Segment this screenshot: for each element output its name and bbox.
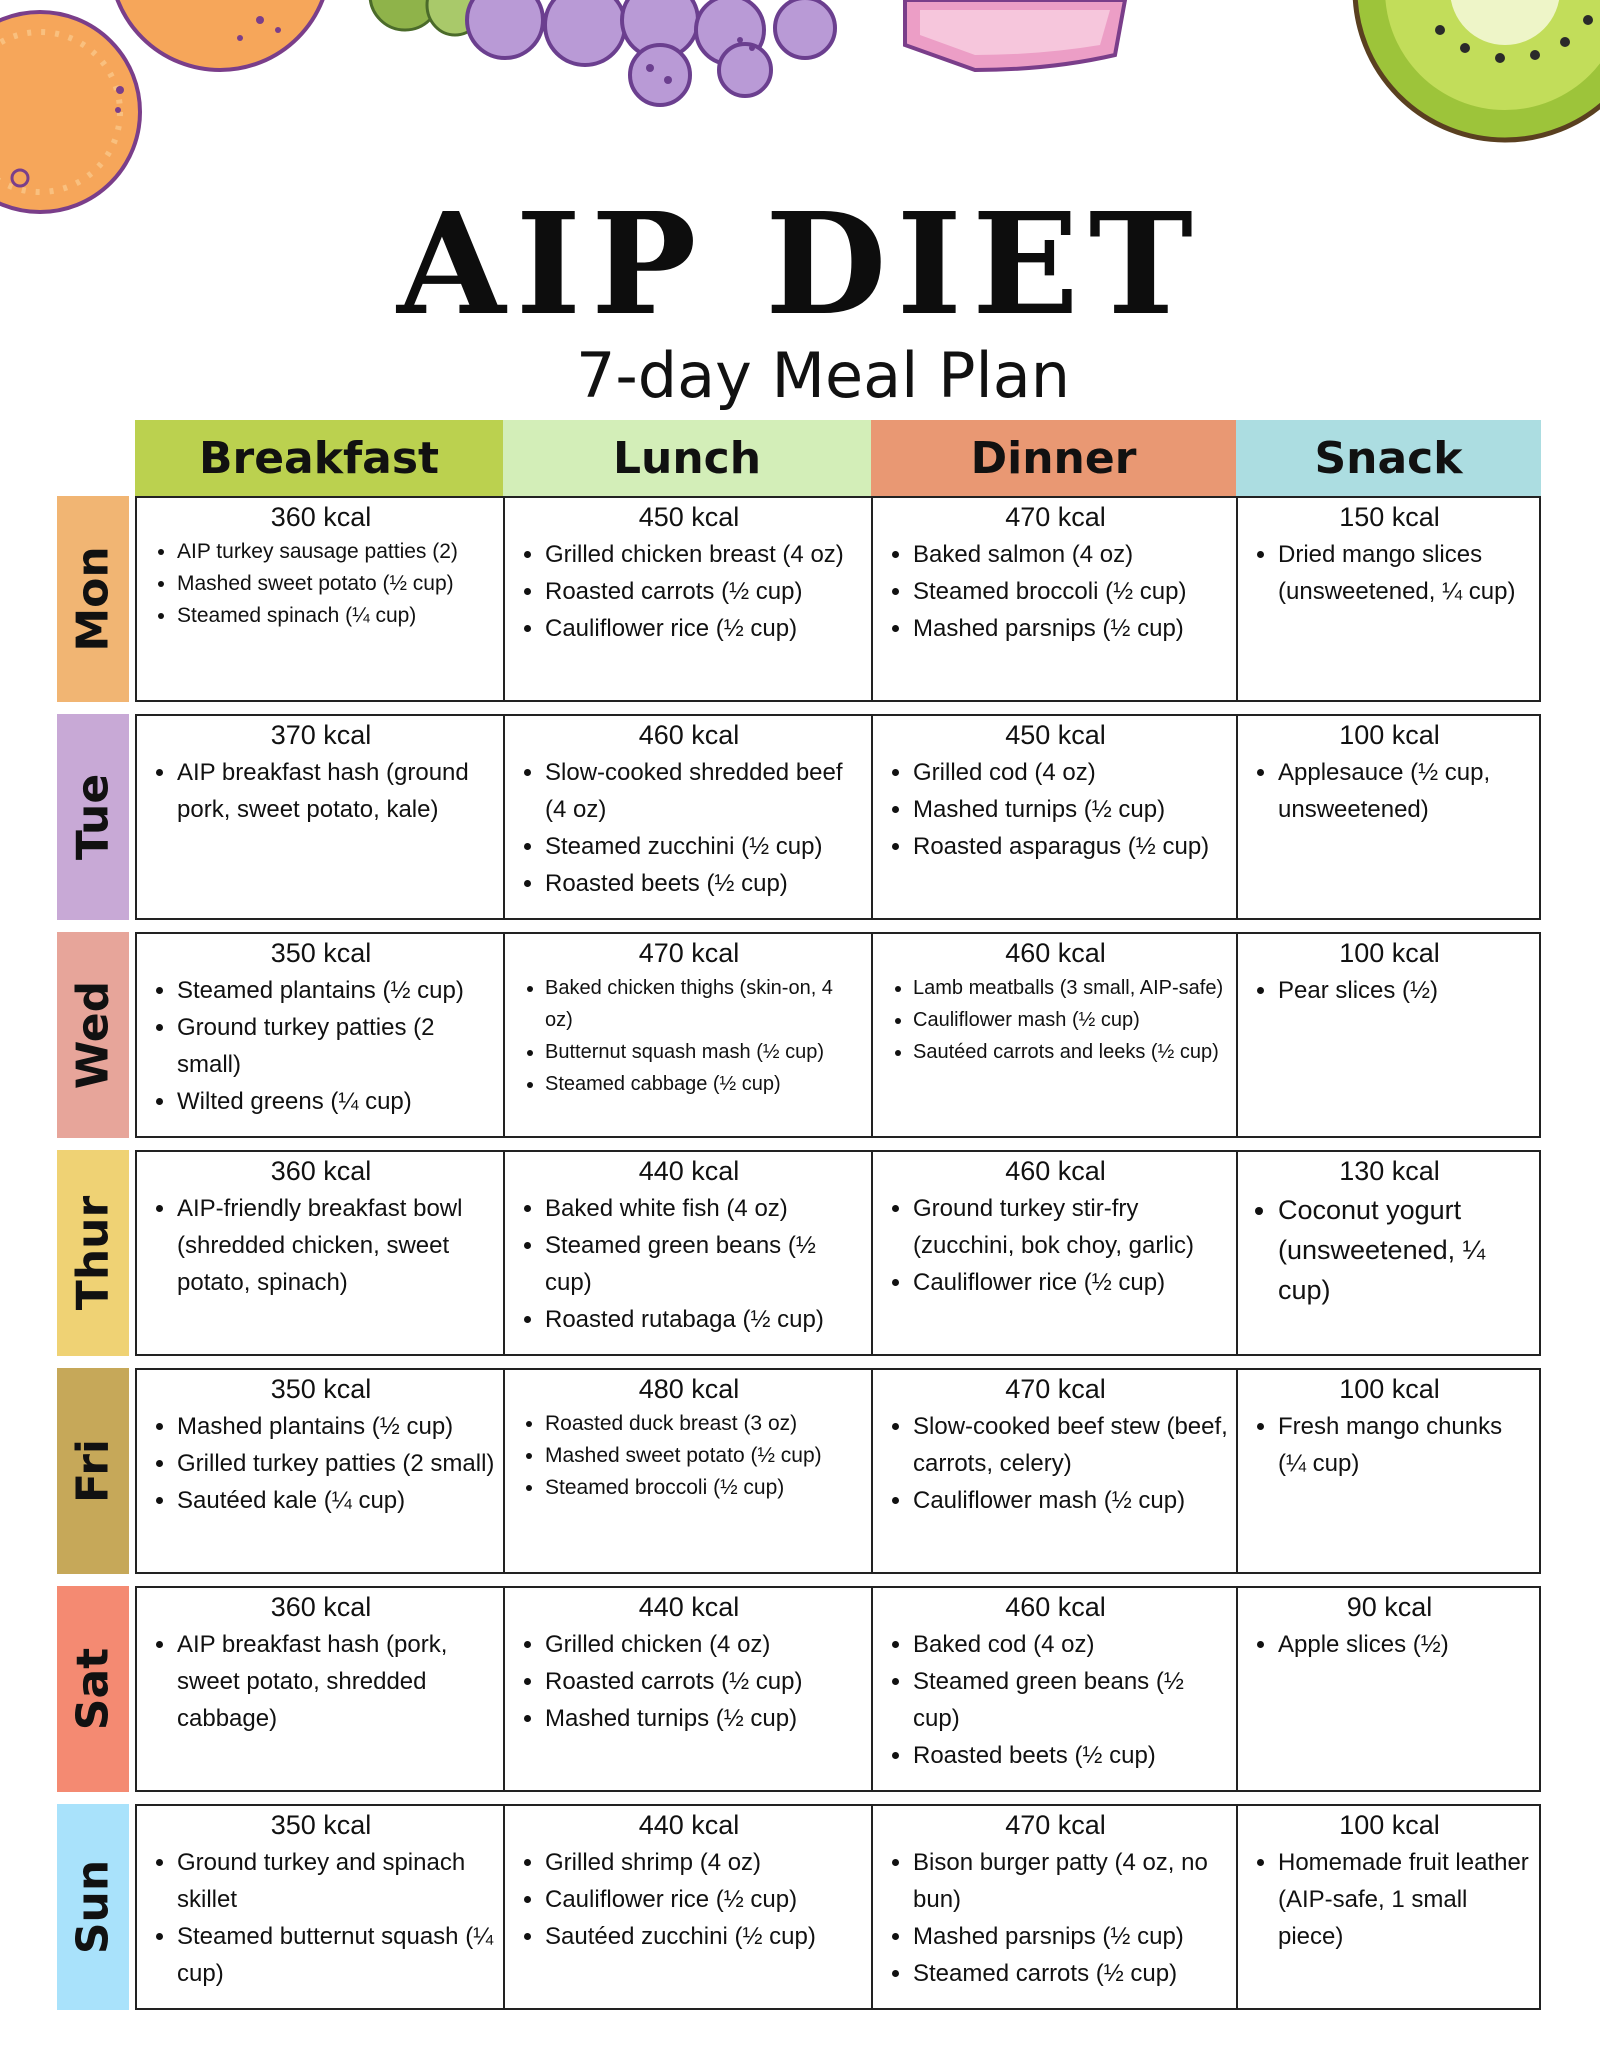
meal-item: • Steamed plantains (½ cup) xyxy=(177,972,495,1009)
meal-item: • Baked salmon (4 oz) xyxy=(913,536,1228,573)
meal-cell-fri-snack xyxy=(1236,1368,1541,1574)
meal-cell-wed-lunch xyxy=(503,932,873,1138)
meal-cell-tue-breakfast xyxy=(135,714,505,920)
meal-item: • Baked chicken thighs (skin-on, 4 oz) xyxy=(545,972,863,1036)
meal-item: • Dried mango slices (unsweetened, ¼ cup) xyxy=(1278,536,1531,610)
header-dinner-label: Dinner xyxy=(970,432,1137,484)
kcal-value: 470 kcal xyxy=(1005,502,1106,532)
meal-item: • AIP-friendly breakfast bowl (shredded chicken, sweet potato, spinach) xyxy=(177,1190,495,1301)
meal-item: • Mashed sweet potato (½ cup) xyxy=(545,1440,863,1472)
meal-item: • Mashed turnips (½ cup) xyxy=(913,791,1228,828)
header-lunch xyxy=(503,420,871,496)
kcal-value: 360 kcal xyxy=(270,1156,372,1186)
meal-item: • Mashed parsnips (½ cup) xyxy=(913,1918,1228,1955)
meal-item: • Roasted carrots (½ cup) xyxy=(545,1663,863,1700)
day-label-fri: Fri xyxy=(57,1368,129,1574)
day-label-thur: Thur xyxy=(57,1150,129,1356)
meal-item: • Apple slices (½) xyxy=(1278,1626,1531,1663)
meal-item: • Grilled turkey patties (2 small) xyxy=(177,1445,495,1482)
meal-item: • Ground turkey stir-fry (zucchini, bok choy, garlic) xyxy=(913,1190,1228,1264)
meal-item: • Bison burger patty (4 oz, no bun) xyxy=(913,1844,1228,1918)
day-label-mon: Mon xyxy=(57,496,129,702)
kcal-value: 100 kcal xyxy=(1339,1374,1440,1404)
meal-cell-sun-lunch xyxy=(503,1804,873,2010)
meal-cell-mon-breakfast xyxy=(135,496,505,702)
kcal-value: 480 kcal xyxy=(638,1374,740,1404)
meal-item: • Steamed broccoli (½ cup) xyxy=(913,573,1228,610)
kcal-value: 350 kcal xyxy=(270,1374,372,1404)
meal-item: • Fresh mango chunks (¼ cup) xyxy=(1278,1408,1531,1482)
meal-item: • Sautéed kale (¼ cup) xyxy=(177,1482,495,1519)
meal-cell-sat-lunch xyxy=(503,1586,873,1792)
meal-cell-tue-snack xyxy=(1236,714,1541,920)
meal-item: • Cauliflower rice (½ cup) xyxy=(545,610,863,647)
day-label-tue: Tue xyxy=(57,714,129,920)
kcal-value: 370 kcal xyxy=(270,720,372,750)
kcal-value: 360 kcal xyxy=(270,1592,372,1622)
meal-item: • Roasted asparagus (½ cup) xyxy=(913,828,1228,865)
day-label-sun: Sun xyxy=(57,1804,129,2010)
kcal-value: 100 kcal xyxy=(1339,720,1440,750)
meal-item: • Grilled chicken (4 oz) xyxy=(545,1626,863,1663)
meal-item: • Slow-cooked beef stew (beef, carrots, celery) xyxy=(913,1408,1228,1482)
meal-cell-sat-dinner xyxy=(871,1586,1238,1792)
kcal-value: 470 kcal xyxy=(1005,1810,1106,1840)
kcal-value: 350 kcal xyxy=(270,938,372,968)
meal-item: • Steamed cabbage (½ cup) xyxy=(545,1068,863,1100)
meal-item: • Ground turkey and spinach skillet xyxy=(177,1844,495,1918)
kcal-value: 440 kcal xyxy=(638,1810,740,1840)
day-label-sat: Sat xyxy=(57,1586,129,1792)
kcal-value: 440 kcal xyxy=(638,1156,740,1186)
kcal-value: 100 kcal xyxy=(1339,938,1440,968)
meal-item: • Roasted rutabaga (½ cup) xyxy=(545,1301,863,1338)
orange-top-illustration xyxy=(110,0,330,70)
meal-cell-tue-lunch xyxy=(503,714,873,920)
meal-item: • Applesauce (½ cup, unsweetened) xyxy=(1278,754,1531,828)
kcal-value: 100 kcal xyxy=(1339,1810,1440,1840)
meal-item: • Roasted carrots (½ cup) xyxy=(545,573,863,610)
meal-item: • Grilled shrimp (4 oz) xyxy=(545,1844,863,1881)
meal-item: • Steamed broccoli (½ cup) xyxy=(545,1472,863,1504)
meal-item: • Baked white fish (4 oz) xyxy=(545,1190,863,1227)
header-breakfast-label: Breakfast xyxy=(198,432,440,484)
meal-cell-wed-breakfast xyxy=(135,932,505,1138)
meal-item: • Pear slices (½) xyxy=(1278,972,1531,1009)
meal-cell-thur-snack xyxy=(1236,1150,1541,1356)
meal-cell-fri-lunch xyxy=(503,1368,873,1574)
meal-item: • Mashed parsnips (½ cup) xyxy=(913,610,1228,647)
meal-cell-sun-dinner xyxy=(871,1804,1238,2010)
meal-item: • Mashed sweet potato (½ cup) xyxy=(177,568,495,600)
meal-cell-mon-dinner xyxy=(871,496,1238,702)
kcal-value: 450 kcal xyxy=(1005,720,1106,750)
kcal-value: 350 kcal xyxy=(270,1810,372,1840)
kiwi-illustration xyxy=(1355,0,1600,140)
kcal-value: 460 kcal xyxy=(1005,1156,1106,1186)
meal-item: • Cauliflower mash (½ cup) xyxy=(913,1482,1228,1519)
meal-cell-wed-dinner xyxy=(871,932,1238,1138)
meal-cell-thur-lunch xyxy=(503,1150,873,1356)
meal-cell-fri-dinner xyxy=(871,1368,1238,1574)
grapes-illustration xyxy=(467,0,835,105)
day-label-wed: Wed xyxy=(57,932,129,1138)
meal-item: • AIP breakfast hash (pork, sweet potato, shredded cabbage) xyxy=(177,1626,495,1737)
header-snack xyxy=(1236,420,1541,496)
kcal-value: 460 kcal xyxy=(1005,938,1106,968)
dragonfruit-illustration xyxy=(905,0,1125,70)
meal-item: • AIP breakfast hash (ground pork, sweet potato, kale) xyxy=(177,754,495,828)
page-subtitle: 7-day Meal Plan xyxy=(575,339,1071,412)
meal-cell-thur-breakfast xyxy=(135,1150,505,1356)
meal-cell-sat-snack xyxy=(1236,1586,1541,1792)
meal-cell-mon-snack xyxy=(1236,496,1541,702)
meal-cell-sun-snack xyxy=(1236,1804,1541,2010)
meal-item: • Steamed green beans (½ cup) xyxy=(545,1227,863,1301)
meal-item: • Sautéed carrots and leeks (½ cup) xyxy=(913,1036,1228,1068)
kcal-value: 360 kcal xyxy=(270,502,372,532)
meal-item: • Cauliflower rice (½ cup) xyxy=(545,1881,863,1918)
meal-item: • Lamb meatballs (3 small, AIP-safe) xyxy=(913,972,1228,1004)
meal-item: • Steamed carrots (½ cup) xyxy=(913,1955,1228,1992)
meal-item: • Grilled cod (4 oz) xyxy=(913,754,1228,791)
meal-item: • Mashed turnips (½ cup) xyxy=(545,1700,863,1737)
meal-item: • Roasted beets (½ cup) xyxy=(545,865,863,902)
kcal-value: 130 kcal xyxy=(1339,1156,1440,1186)
meal-cell-sat-breakfast xyxy=(135,1586,505,1792)
meal-item: • Grilled chicken breast (4 oz) xyxy=(545,536,863,573)
meal-item: • Homemade fruit leather (AIP-safe, 1 small piece) xyxy=(1278,1844,1531,1955)
meal-item: • AIP turkey sausage patties (2) xyxy=(177,536,495,568)
meal-cell-thur-dinner xyxy=(871,1150,1238,1356)
meal-cell-fri-breakfast xyxy=(135,1368,505,1574)
meal-item: • Cauliflower rice (½ cup) xyxy=(913,1264,1228,1301)
kcal-value: 450 kcal xyxy=(638,502,740,532)
kcal-value: 460 kcal xyxy=(1005,1592,1106,1622)
page-title: AIP DIET xyxy=(397,183,1203,347)
meal-item: • Cauliflower mash (½ cup) xyxy=(913,1004,1228,1036)
meal-item: • Steamed zucchini (½ cup) xyxy=(545,828,863,865)
meal-item: • Mashed plantains (½ cup) xyxy=(177,1408,495,1445)
meal-item: • Steamed spinach (¼ cup) xyxy=(177,600,495,632)
meal-item: • Roasted duck breast (3 oz) xyxy=(545,1408,863,1440)
header-dinner xyxy=(871,420,1236,496)
meal-cell-mon-lunch xyxy=(503,496,873,702)
meal-item: • Steamed butternut squash (¼ cup) xyxy=(177,1918,495,1992)
kcal-value: 470 kcal xyxy=(1005,1374,1106,1404)
meal-item: • Sautéed zucchini (½ cup) xyxy=(545,1918,863,1955)
meal-cell-wed-snack xyxy=(1236,932,1541,1138)
meal-cell-tue-dinner xyxy=(871,714,1238,920)
orange-illustration xyxy=(0,12,140,212)
header-snack-label: Snack xyxy=(1314,432,1463,484)
meal-item: • Baked cod (4 oz) xyxy=(913,1626,1228,1663)
kcal-value: 460 kcal xyxy=(638,720,740,750)
kcal-value: 470 kcal xyxy=(638,938,740,968)
kcal-value: 150 kcal xyxy=(1339,502,1440,532)
meal-item: • Slow-cooked shredded beef (4 oz) xyxy=(545,754,863,828)
meal-item: • Coconut yogurt (unsweetened, ¼ cup) xyxy=(1278,1190,1531,1310)
kcal-value: 90 kcal xyxy=(1346,1592,1433,1622)
meal-item: • Butternut squash mash (½ cup) xyxy=(545,1036,863,1068)
meal-cell-sun-breakfast xyxy=(135,1804,505,2010)
meal-item: • Ground turkey patties (2 small) xyxy=(177,1009,495,1083)
header-lunch-label: Lunch xyxy=(612,432,762,484)
meal-item: • Steamed green beans (½ cup) xyxy=(913,1663,1228,1737)
meal-item: • Roasted beets (½ cup) xyxy=(913,1737,1228,1774)
meal-item: • Wilted greens (¼ cup) xyxy=(177,1083,495,1120)
kcal-value: 440 kcal xyxy=(638,1592,740,1622)
header-breakfast xyxy=(135,420,503,496)
